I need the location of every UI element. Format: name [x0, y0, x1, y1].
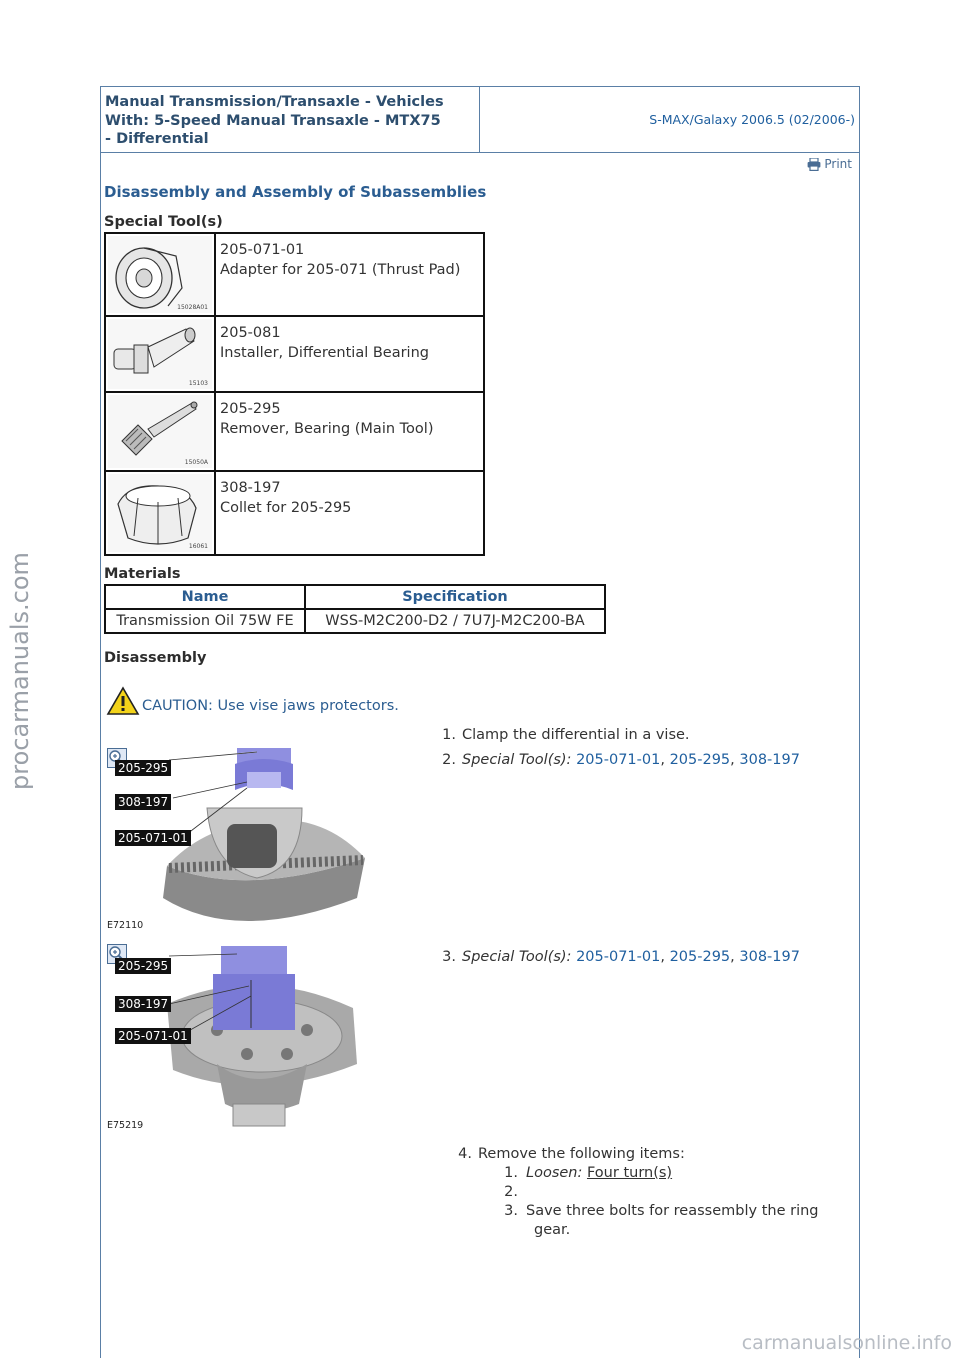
- tool-code: 308-197: [220, 480, 281, 496]
- tool-code: 205-081: [220, 325, 281, 341]
- step-4: 4. Remove the following items:: [458, 1146, 685, 1162]
- bottom-watermark: carmanualsonline.info: [741, 1332, 952, 1354]
- side-watermark: procarmanuals.com: [6, 552, 34, 790]
- table-row: [105, 471, 484, 555]
- tool-description: Adapter for 205-071 (Thrust Pad): [220, 262, 461, 278]
- special-tools-table: [104, 232, 485, 556]
- step-1: 1. Clamp the differential in a vise.: [442, 727, 690, 743]
- callout-label: 205-071-01: [115, 1028, 191, 1044]
- bearing-remover-icon: [108, 395, 212, 468]
- tool-link[interactable]: 205-071-01: [576, 949, 661, 965]
- tool-image: 15103: [108, 319, 212, 389]
- table-row: [105, 233, 484, 316]
- step-3: 3. Special Tool(s): 205-071-01, 205-295, 308-197: [442, 949, 800, 965]
- tool-link[interactable]: 308-197: [739, 949, 800, 965]
- page-heading: Disassembly and Assembly of Subassemblies: [104, 183, 487, 201]
- tool-description: Collet for 205-295: [220, 500, 352, 516]
- table-row: [105, 392, 484, 471]
- materials-table: [104, 584, 606, 634]
- special-tools-heading: Special Tool(s): [104, 214, 223, 230]
- table-row: Transmission Oil 75W FE WSS-M2C200-D2 / 7U7J-M2C200-BA: [105, 609, 605, 633]
- figure-step-3: [107, 944, 367, 1134]
- printer-icon: [807, 158, 821, 171]
- figure-id: E75219: [107, 1120, 144, 1131]
- torque-value: Four turn(s): [586, 1165, 673, 1181]
- figure-step-2: [107, 748, 367, 934]
- tool-description: Installer, Differential Bearing: [220, 345, 429, 361]
- print-link[interactable]: Print: [807, 157, 852, 171]
- thrust-pad-adapter-icon: [108, 236, 212, 313]
- tool-description: Remover, Bearing (Main Tool): [220, 421, 434, 437]
- table-header-row: Name Specification: [105, 585, 605, 609]
- disassembly-heading: Disassembly: [104, 650, 207, 666]
- tool-link[interactable]: 205-295: [669, 949, 731, 965]
- header-model: S-MAX/Galaxy 2006.5 (02/2006-): [649, 112, 855, 127]
- tool-code: 205-071-01: [220, 242, 305, 258]
- tool-image: 16061: [108, 474, 212, 552]
- substep-2: 2.: [504, 1184, 518, 1200]
- callout-label: 205-295: [115, 760, 171, 776]
- collet-icon: [108, 474, 212, 552]
- tool-link[interactable]: 205-295: [669, 752, 731, 768]
- materials-heading: Materials: [104, 566, 181, 582]
- callout-label: 308-197: [115, 996, 171, 1012]
- tool-code: 205-295: [220, 401, 281, 417]
- substep-3: 3. Save three bolts for reassembly the ring: [504, 1203, 819, 1219]
- step-2: 2. Special Tool(s): 205-071-01, 205-295, 308-197: [442, 752, 800, 768]
- callout-label: 308-197: [115, 794, 171, 810]
- caution-note: CAUTION: Use vise jaws protectors.: [106, 686, 399, 716]
- figure-id: E72110: [107, 920, 144, 931]
- substep-3-continued: gear.: [534, 1222, 571, 1238]
- header-title: Manual Transmission/Transaxle - Vehicles With: 5-Speed Manual Transaxle - MTX75 - Differential: [101, 87, 480, 152]
- bearing-installer-icon: [108, 319, 212, 389]
- table-row: [105, 316, 484, 392]
- document-header: [100, 86, 860, 153]
- callout-label: 205-071-01: [115, 830, 191, 846]
- tool-link[interactable]: 308-197: [739, 752, 800, 768]
- tool-image: 15028A01: [108, 236, 212, 313]
- callout-label: 205-295: [115, 958, 171, 974]
- tool-link[interactable]: 205-071-01: [576, 752, 661, 768]
- tool-image: 15050A: [108, 395, 212, 468]
- warning-icon: [106, 686, 140, 716]
- substep-1: 1. Loosen: Four turn(s): [504, 1165, 673, 1181]
